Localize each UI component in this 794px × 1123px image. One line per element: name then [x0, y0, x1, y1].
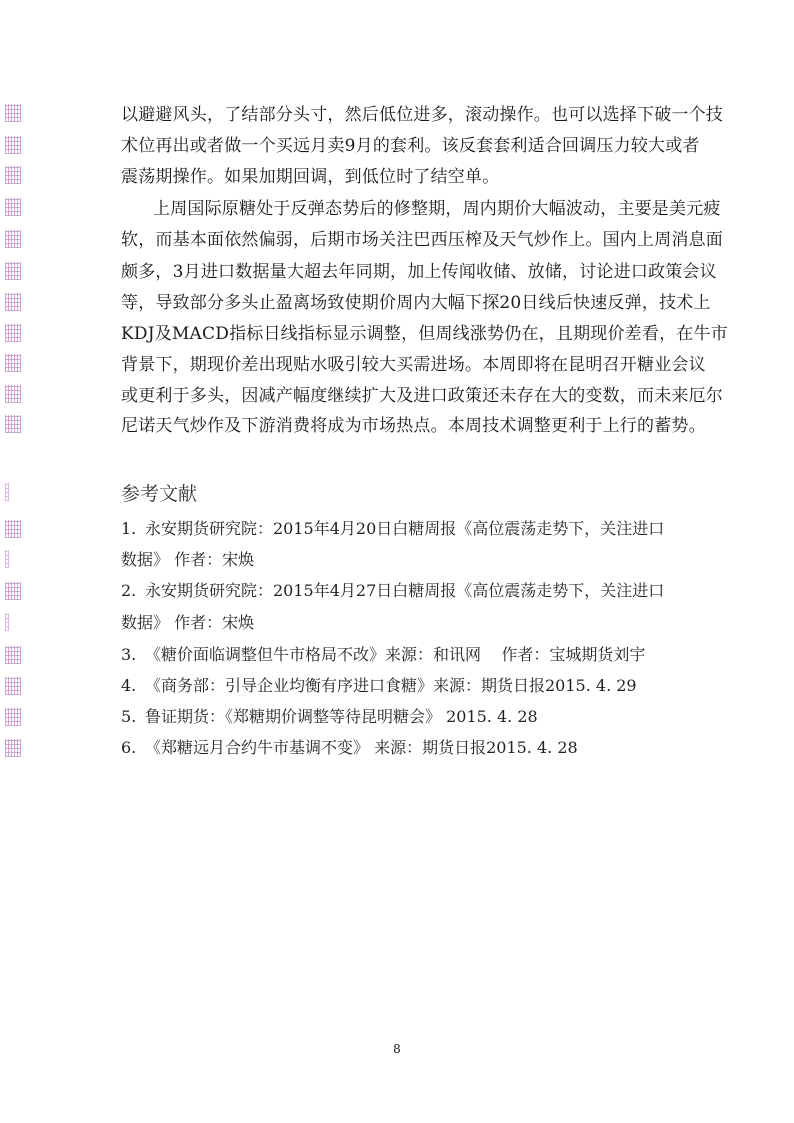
reference-item [121, 675, 637, 697]
reference-number: 3. [121, 645, 137, 664]
paragraph-line: 上周国际原糖处于反弹态势后的修整期，周内期价大幅波动，主要是美元疲 [153, 199, 721, 219]
reference-item [121, 737, 578, 759]
margin-artifact [5, 483, 9, 501]
margin-artifact [5, 262, 21, 280]
reference-number: 1. [121, 519, 137, 538]
paragraph-line: KDJ及MACD指标日线指标显示调整，但周线涨势仍在，且期现价差看，在牛市 [121, 324, 728, 344]
reference-number: 6. [121, 738, 137, 757]
reference-text: 数据》 作者：宋焕 [121, 613, 255, 632]
paragraph-line: 或更利于多头，因减产幅度继续扩大及进口政策还未存在大的变数，而未来厄尔 [121, 386, 723, 406]
reference-item-continued [121, 549, 254, 571]
margin-artifact [5, 520, 21, 538]
margin-artifact [5, 324, 21, 342]
paragraph-line: 等，导致部分多头止盈离场致使期价周内大幅下探20日线后快速反弹，技术上 [121, 293, 711, 313]
reference-item [121, 580, 664, 602]
reference-text: 永安期货研究院：2015年4月20日白糖周报《高位震荡走势下，关注进口 [145, 519, 665, 538]
margin-artifact [5, 136, 21, 154]
reference-text: 永安期货研究院：2015年4月27日白糖周报《高位震荡走势下，关注进口 [145, 581, 665, 600]
paragraph-line: 以避避风头，了结部分头寸，然后低位进多，滚动操作。也可以选择下破一个技 [121, 105, 723, 125]
margin-artifact [5, 166, 21, 184]
margin-artifact [5, 677, 21, 695]
paragraph-line: 软，而基本面依然偏弱，后期市场关注巴西压榨及天气炒作上。国内上周消息面 [121, 230, 723, 250]
references-heading: 参考文献 [121, 483, 198, 505]
margin-artifact [5, 739, 21, 757]
margin-artifact [5, 293, 21, 311]
reference-number: 4. [121, 676, 137, 695]
reference-text: 《郑糖远月合约牛市基调不变》 来源：期货日报2015. 4. 28 [145, 738, 578, 757]
margin-artifact [5, 198, 21, 216]
reference-text: 《糖价面临调整但牛市格局不改》来源：和讯网 作者：宝城期货刘宇 [145, 645, 646, 664]
margin-artifact [5, 550, 9, 568]
margin-artifact [5, 646, 21, 664]
paragraph-line: 术位再出或者做一个买远月卖9月的套利。该反套套利适合回调压力较大或者 [121, 136, 700, 156]
margin-artifact [5, 354, 21, 372]
reference-text: 数据》 作者：宋焕 [121, 550, 255, 569]
reference-number: 5. [121, 707, 137, 726]
reference-number: 2. [121, 581, 137, 600]
reference-item [121, 518, 664, 540]
paragraph-line: 背景下，期现价差出现贴水吸引较大买需进场。本周即将在昆明召开糖业会议 [121, 355, 706, 375]
margin-artifact [5, 104, 21, 122]
margin-artifact [5, 230, 21, 248]
paragraph-line: 尼诺天气炒作及下游消费将成为市场热点。本周技术调整更利于上行的蓄势。 [121, 416, 706, 436]
paragraph-line: 颇多，3月进口数据量大超去年同期，加上传闻收储、放储，讨论进口政策会议 [121, 262, 717, 282]
page-number: 8 [393, 1042, 401, 1056]
reference-text: 鲁证期货：《郑糖期价调整等待昆明糖会》 2015. 4. 28 [145, 707, 538, 726]
margin-artifact [5, 613, 9, 631]
reference-item [121, 644, 645, 666]
reference-item-continued [121, 612, 254, 634]
margin-artifact [5, 415, 21, 433]
margin-artifact [5, 708, 21, 726]
paragraph-line: 震荡期操作。如果加期回调，到低位时了结空单。 [121, 167, 500, 187]
margin-artifact [5, 385, 21, 403]
reference-item [121, 706, 538, 728]
margin-artifact [5, 582, 21, 600]
reference-text: 《商务部：引导企业均衡有序进口食糖》来源：期货日报2015. 4. 29 [145, 676, 637, 695]
